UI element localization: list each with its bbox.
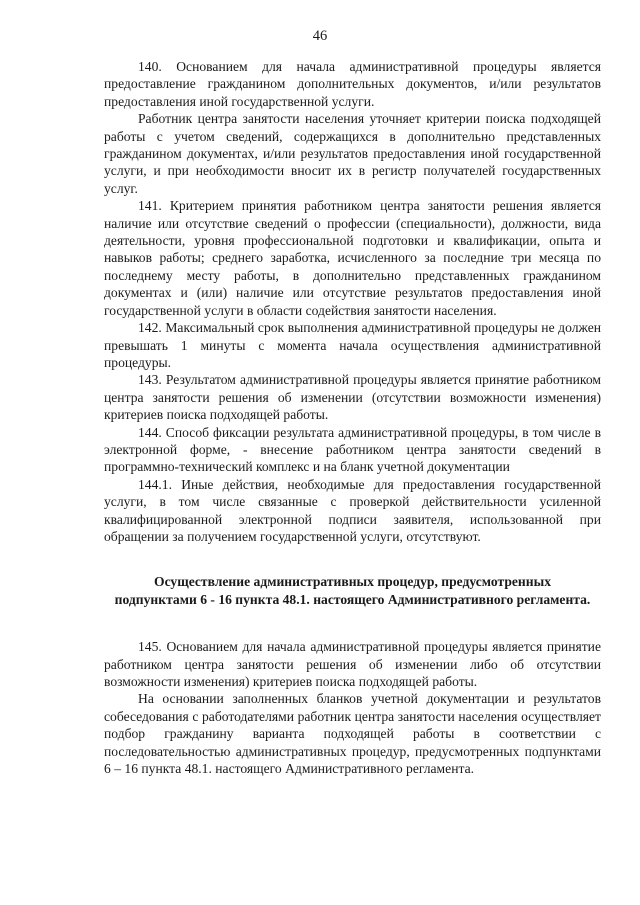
page-number: 46 (312, 28, 328, 44)
paragraph-141: 141. Критерием принятия работником центра занятости решения является наличие или отсутствие сведений о профессии (специальности), должности, вида деятельности, уровня профессиональной подготовки и квалификации, опыта и навыков работы; среднего заработка, исчисленного за последние три месяца по последнему месту работы, в дополнительно представленных гражданином документах и (или) наличие или отсутствие результатов предоставления иной государственной услуги в области содействия занятости населения. (104, 198, 601, 318)
paragraph-144: 144. Способ фиксации результата административной процедуры, в том числе в электронной форме, - внесение работником центра занятости сведений в программно-технический комплекс и на бланк учетной документации (104, 424, 601, 475)
paragraph-145-note: На основании заполненных бланков учетной документации и результатов собеседования с работодателями работник центра занятости населения осуществляет подбор гражданину варианта подходящей работы в соответствии с последовательностью административных процедур, предусмотренных подпунктами 6 – 16 пункта 48.1. настоящего Административного регламента. (104, 691, 601, 777)
paragraph-140-note: Работник центра занятости населения уточняет критерии поиска подходящей работы с учетом сведений, содержащихся в дополнительно представленных гражданином документах, и/или результатов предоставления иной государственной услуги, и при необходимости вносит их в регистр получателей государственных услуг. (104, 111, 601, 196)
document-body (104, 58, 601, 777)
paragraph-142: 142. Максимальный срок выполнения административной процедуры не должен превышать 1 минуты с момента начала осуществления административной процедуры. (104, 320, 601, 370)
section-heading: Осуществление административных процедур, предусмотренных подпунктами 6 - 16 пункта 48.1. настоящего Административного регламента. (114, 574, 591, 607)
paragraph-143: 143. Результатом административной процедуры является принятие работником центра занятости решения об изменении (отсутствии возможности изменения) критериев поиска подходящей работы. (104, 372, 601, 423)
paragraph-145: 145. Основанием для начала административной процедуры является принятие работником центра занятости решения об изменении либо об отсутствии возможности изменения) критериев поиска подходящей работы. (104, 639, 601, 689)
paragraph-140: 140. Основанием для начала административной процедуры является предоставление гражданином дополнительных документов, и/или результатов предоставления иной государственной услуги. (104, 59, 601, 109)
paragraph-144-1: 144.1. Иные действия, необходимые для предоставления государственной услуги, в том числе связанные с проверкой действительности усиленной квалифицированной электронной подписи заявителя, использованной при обращении за получением государственной услуги, отсутствуют. (104, 476, 601, 544)
